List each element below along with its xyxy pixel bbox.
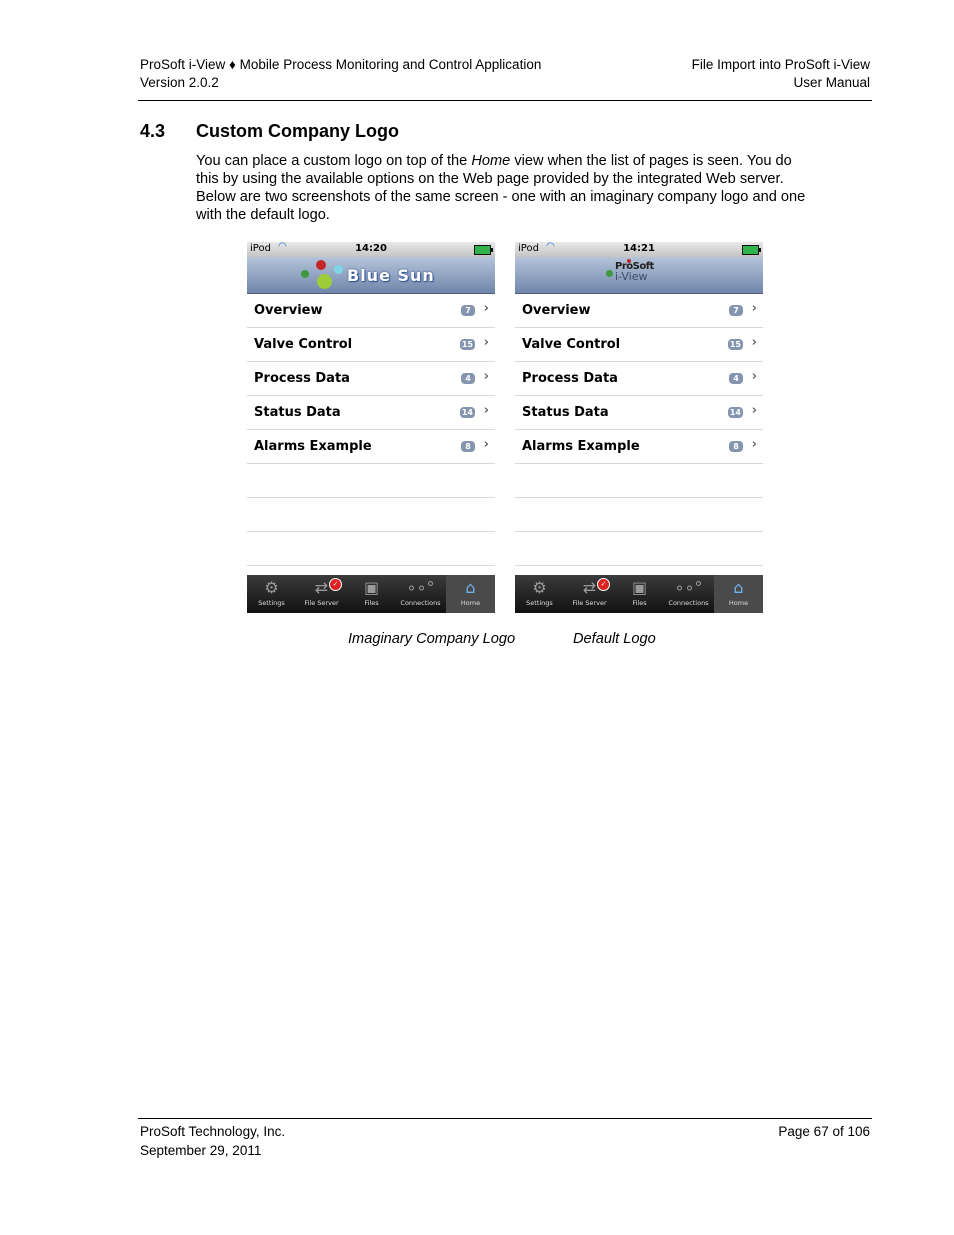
page-list [247,294,495,566]
logo-bar [247,257,495,294]
logo-dot-green-small [301,270,309,278]
chevron-right-icon: › [483,369,489,384]
footer-date: September 29, 2011 [140,1143,262,1158]
tab-label: Files [632,599,647,607]
list-item-label: Valve Control [522,337,621,352]
tab-label: Settings [526,599,553,607]
logo-product: i-View [615,270,648,283]
tab-bar [515,575,763,613]
section-title: Custom Company Logo [196,121,399,141]
list-item-process-data[interactable] [247,362,495,396]
chevron-right-icon: › [483,403,489,418]
chevron-right-icon: › [483,301,489,316]
wifi-icon: ◠ [546,241,555,252]
count-badge: 14 [729,408,741,417]
footer-rule [138,1118,872,1119]
count-badge: 7 [461,305,475,316]
tab-connections[interactable] [664,575,713,613]
tab-label: Connections [400,599,441,607]
clock: 14:20 [355,243,387,254]
tab-label: File Server [304,599,339,607]
count-badge: 14 [461,408,473,417]
list-item-process-data[interactable] [515,362,763,396]
tab-label: Connections [668,599,709,607]
header-doc-type: User Manual [793,75,870,90]
list-item-label: Status Data [522,405,609,420]
error-badge-icon: ✓ [329,578,342,591]
header-left [140,56,541,92]
footer-page-number: Page 67 of 106 [778,1124,870,1139]
count-badge: 8 [729,441,743,452]
para-text-2: view when the list of pages is seen. You do this by using the available options on the Web page provided by the integrated Web server. Below are two screenshots of the same screen - one with an imaginary company logo and one with the default logo. [196,153,806,223]
tab-settings[interactable] [515,575,564,613]
chevron-right-icon: › [483,335,489,350]
header-version: Version 2.0.2 [140,75,219,90]
connections-icon: ∘∘° [406,578,435,597]
caption-default-logo: Default Logo [573,631,656,647]
connections-icon: ∘∘° [674,578,703,597]
page-list [515,294,763,566]
gear-icon: ⚙ [532,578,547,597]
prosoft-logo [615,262,654,282]
list-item-overview[interactable] [247,294,495,328]
screenshot-default-logo [515,242,763,613]
count-badge: 15 [461,340,473,349]
chevron-right-icon: › [751,301,757,316]
empty-row [247,498,495,532]
count-badge: 4 [461,373,475,384]
list-item-alarms-example[interactable] [515,430,763,464]
list-item-valve-control[interactable] [515,328,763,362]
logo-dot-cyan [334,265,343,274]
empty-row [247,532,495,566]
company-logo-text: Blue Sun [347,266,435,285]
tab-home[interactable] [446,575,495,613]
header-right [692,56,870,92]
tab-label: Files [364,599,379,607]
logo-dot-red [316,260,326,270]
sync-icon: ⇄ [582,578,597,597]
list-item-label: Valve Control [254,337,353,352]
empty-row [247,464,495,498]
tab-files[interactable] [615,575,664,613]
list-item-status-data[interactable] [515,396,763,430]
chevron-right-icon: › [483,437,489,452]
para-text-1: You can place a custom logo on top of the [196,153,472,169]
logo-dot-lime [317,274,332,289]
empty-row [515,498,763,532]
list-item-label: Overview [522,303,591,318]
footer-left [140,1122,285,1160]
briefcase-icon: ▣ [363,578,380,597]
logo-bar [515,257,763,294]
carrier-label: iPod [518,243,539,254]
para-emphasis: Home [471,153,511,169]
logo-dot-green [606,270,613,277]
tab-settings[interactable] [247,575,296,613]
count-badge: 4 [729,373,743,384]
tab-label: Home [728,599,749,607]
caption-imaginary-logo: Imaginary Company Logo [348,631,516,647]
header-rule [138,100,872,101]
tab-file-server[interactable] [565,575,614,613]
home-icon: ⌂ [733,578,744,597]
tab-files[interactable] [347,575,396,613]
tab-connections[interactable] [396,575,445,613]
list-item-status-data[interactable] [247,396,495,430]
section-paragraph [196,152,806,224]
chevron-right-icon: › [751,335,757,350]
screenshot-imaginary-logo [247,242,495,613]
count-badge: 8 [461,441,475,452]
footer-company: ProSoft Technology, Inc. [140,1124,286,1139]
list-item-label: Alarms Example [254,439,372,454]
list-item-label: Status Data [254,405,341,420]
list-item-overview[interactable] [515,294,763,328]
chevron-right-icon: › [751,437,757,452]
list-item-label: Alarms Example [522,439,640,454]
tab-file-server[interactable] [297,575,346,613]
header-product-title: ProSoft i-View ♦ Mobile Process Monitoring and Control Application [140,57,542,72]
tab-home[interactable] [714,575,763,613]
tab-label: Settings [258,599,285,607]
home-icon: ⌂ [465,578,476,597]
list-item-valve-control[interactable] [247,328,495,362]
count-badge: 15 [729,340,741,349]
battery-icon [474,245,491,255]
gear-icon: ⚙ [264,578,279,597]
list-item-label: Overview [254,303,323,318]
error-badge-icon: ✓ [597,578,610,591]
wifi-icon: ◠ [278,241,287,252]
tab-bar [247,575,495,613]
logo-brand: ProSoft [615,261,654,272]
battery-icon [742,245,759,255]
sync-icon: ⇄ [314,578,329,597]
chevron-right-icon: › [751,369,757,384]
briefcase-icon: ▣ [631,578,648,597]
clock: 14:21 [623,243,655,254]
status-bar [515,242,763,257]
section-number: 4.3 [140,121,166,141]
header-chapter: File Import into ProSoft i-View [691,57,870,72]
tab-label: File Server [572,599,607,607]
carrier-label: iPod [250,243,271,254]
list-item-label: Process Data [254,371,350,386]
chevron-right-icon: › [751,403,757,418]
list-item-label: Process Data [522,371,618,386]
status-bar [247,242,495,257]
empty-row [515,532,763,566]
list-item-alarms-example[interactable] [247,430,495,464]
count-badge: 7 [729,305,743,316]
tab-label: Home [460,599,481,607]
empty-row [515,464,763,498]
